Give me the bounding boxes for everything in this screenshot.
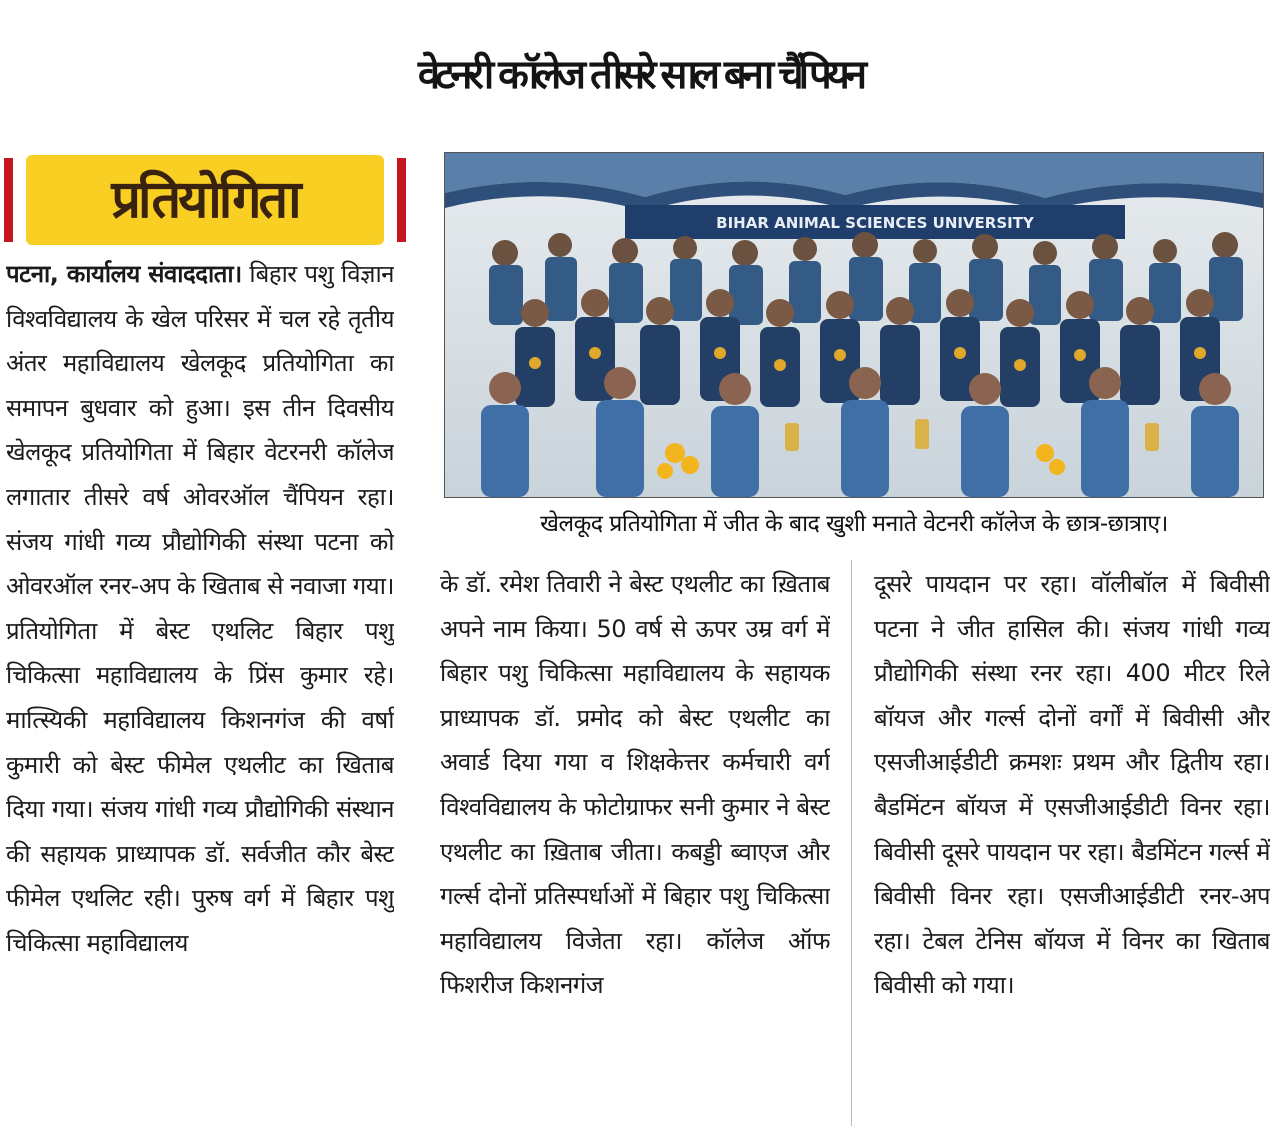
photo-caption: खेलकूद प्रतियोगिता में जीत के बाद खुशी मनाते वेटनरी कॉलेज के छात्र-छात्राए। bbox=[540, 511, 1168, 537]
photo-banner-text: BIHAR ANIMAL SCIENCES UNIVERSITY bbox=[716, 214, 1034, 232]
headline: वेटनरी कॉलेज तीसरे साल बना चैंपियन bbox=[417, 52, 863, 98]
section-tag bbox=[4, 155, 406, 245]
article-column-3: दूसरे पायदान पर रहा। वॉलीबॉल में बिवीसी पटना ने जीत हासिल की। संजय गांधी गव्य प्रौद्योगिकी संस्था रनर रहा। 400 मीटर रिले बॉयज और गर्ल्स दोनों वर्गों में बिवीसी और एसजीआईडीटी क्रमशः प्रथम और द्वितीय रहा। बैडमिंटन बॉयज में एसजीआईडीटी विनर रहा। बिवीसी दूसरे पायदान पर रहा। बैडमिंटन गर्ल्स में बिवीसी विनर रहा। एसजीआईडीटी रनर-अप रहा। टेबल टेनिस बॉयज में विनर का खिताब बिवीसी को गया। bbox=[874, 570, 1270, 1000]
byline: पटना, कार्यालय संवाददाता। bbox=[6, 260, 242, 288]
article-column-2: के डॉ. रमेश तिवारी ने बेस्ट एथलीट का ख़िताब अपने नाम किया। 50 वर्ष से ऊपर उम्र वर्ग में बिहार पशु चिकित्सा महाविद्यालय के सहायक प्राध्यापक डॉ. प्रमोद को बेस्ट एथलीट का अवार्ड दिया गया व शिक्षकेत्तर कर्मचारी वर्ग विश्वविद्यालय के फोटोग्राफर सनी कुमार ने बेस्ट एथलीट का ख़िताब जीता। कबड्डी ब्वाएज और गर्ल्स दोनों प्रतिस्पर्धाओं में बिहार पशु चिकित्सा महाविद्यालय विजेता रहा। कॉलेज ऑफ फिशरीज किशनगंज bbox=[440, 570, 830, 1000]
celebration-photo bbox=[444, 152, 1264, 498]
column-divider bbox=[851, 560, 852, 1126]
section-tag-label: प्रतियोगिता bbox=[111, 170, 299, 230]
article-column-1 bbox=[6, 252, 394, 1142]
article-text-col1: बिहार पशु विज्ञान विश्वविद्यालय के खेल परिसर में चल रहे तृतीय अंतर महाविद्यालय खेलकूद प्रतियोगिता का समापन बुधवार को हुआ। इस तीन दिवसीय खेलकूद प्रतियोगिता में बिहार वेटरनरी कॉलेज लगातार तीसरे वर्ष ओवरऑल चैंपियन रहा। संजय गांधी गव्य प्रौद्योगिकी संस्था पटना को ओवरऑल रनर-अप के खिताब से नवाजा गया। प्रतियोगिता में बेस्ट एथलिट बिहार पशु चिकित्सा महाविद्यालय के प्रिंस कुमार रहे। मात्स्यिकी महाविद्यालय किशनगंज की वर्षा कुमारी को बेस्ट फीमेल एथलीट का खिताब दिया गया। संजय गांधी गव्य प्रौद्योगिकी संस्थान की सहायक प्राध्यापक डॉ. सर्वजीत कौर बेस्ट फीमेल एथलिट रही। पुरुष वर्ग में बिहार पशु चिकित्सा महाविद्यालय bbox=[6, 260, 394, 957]
